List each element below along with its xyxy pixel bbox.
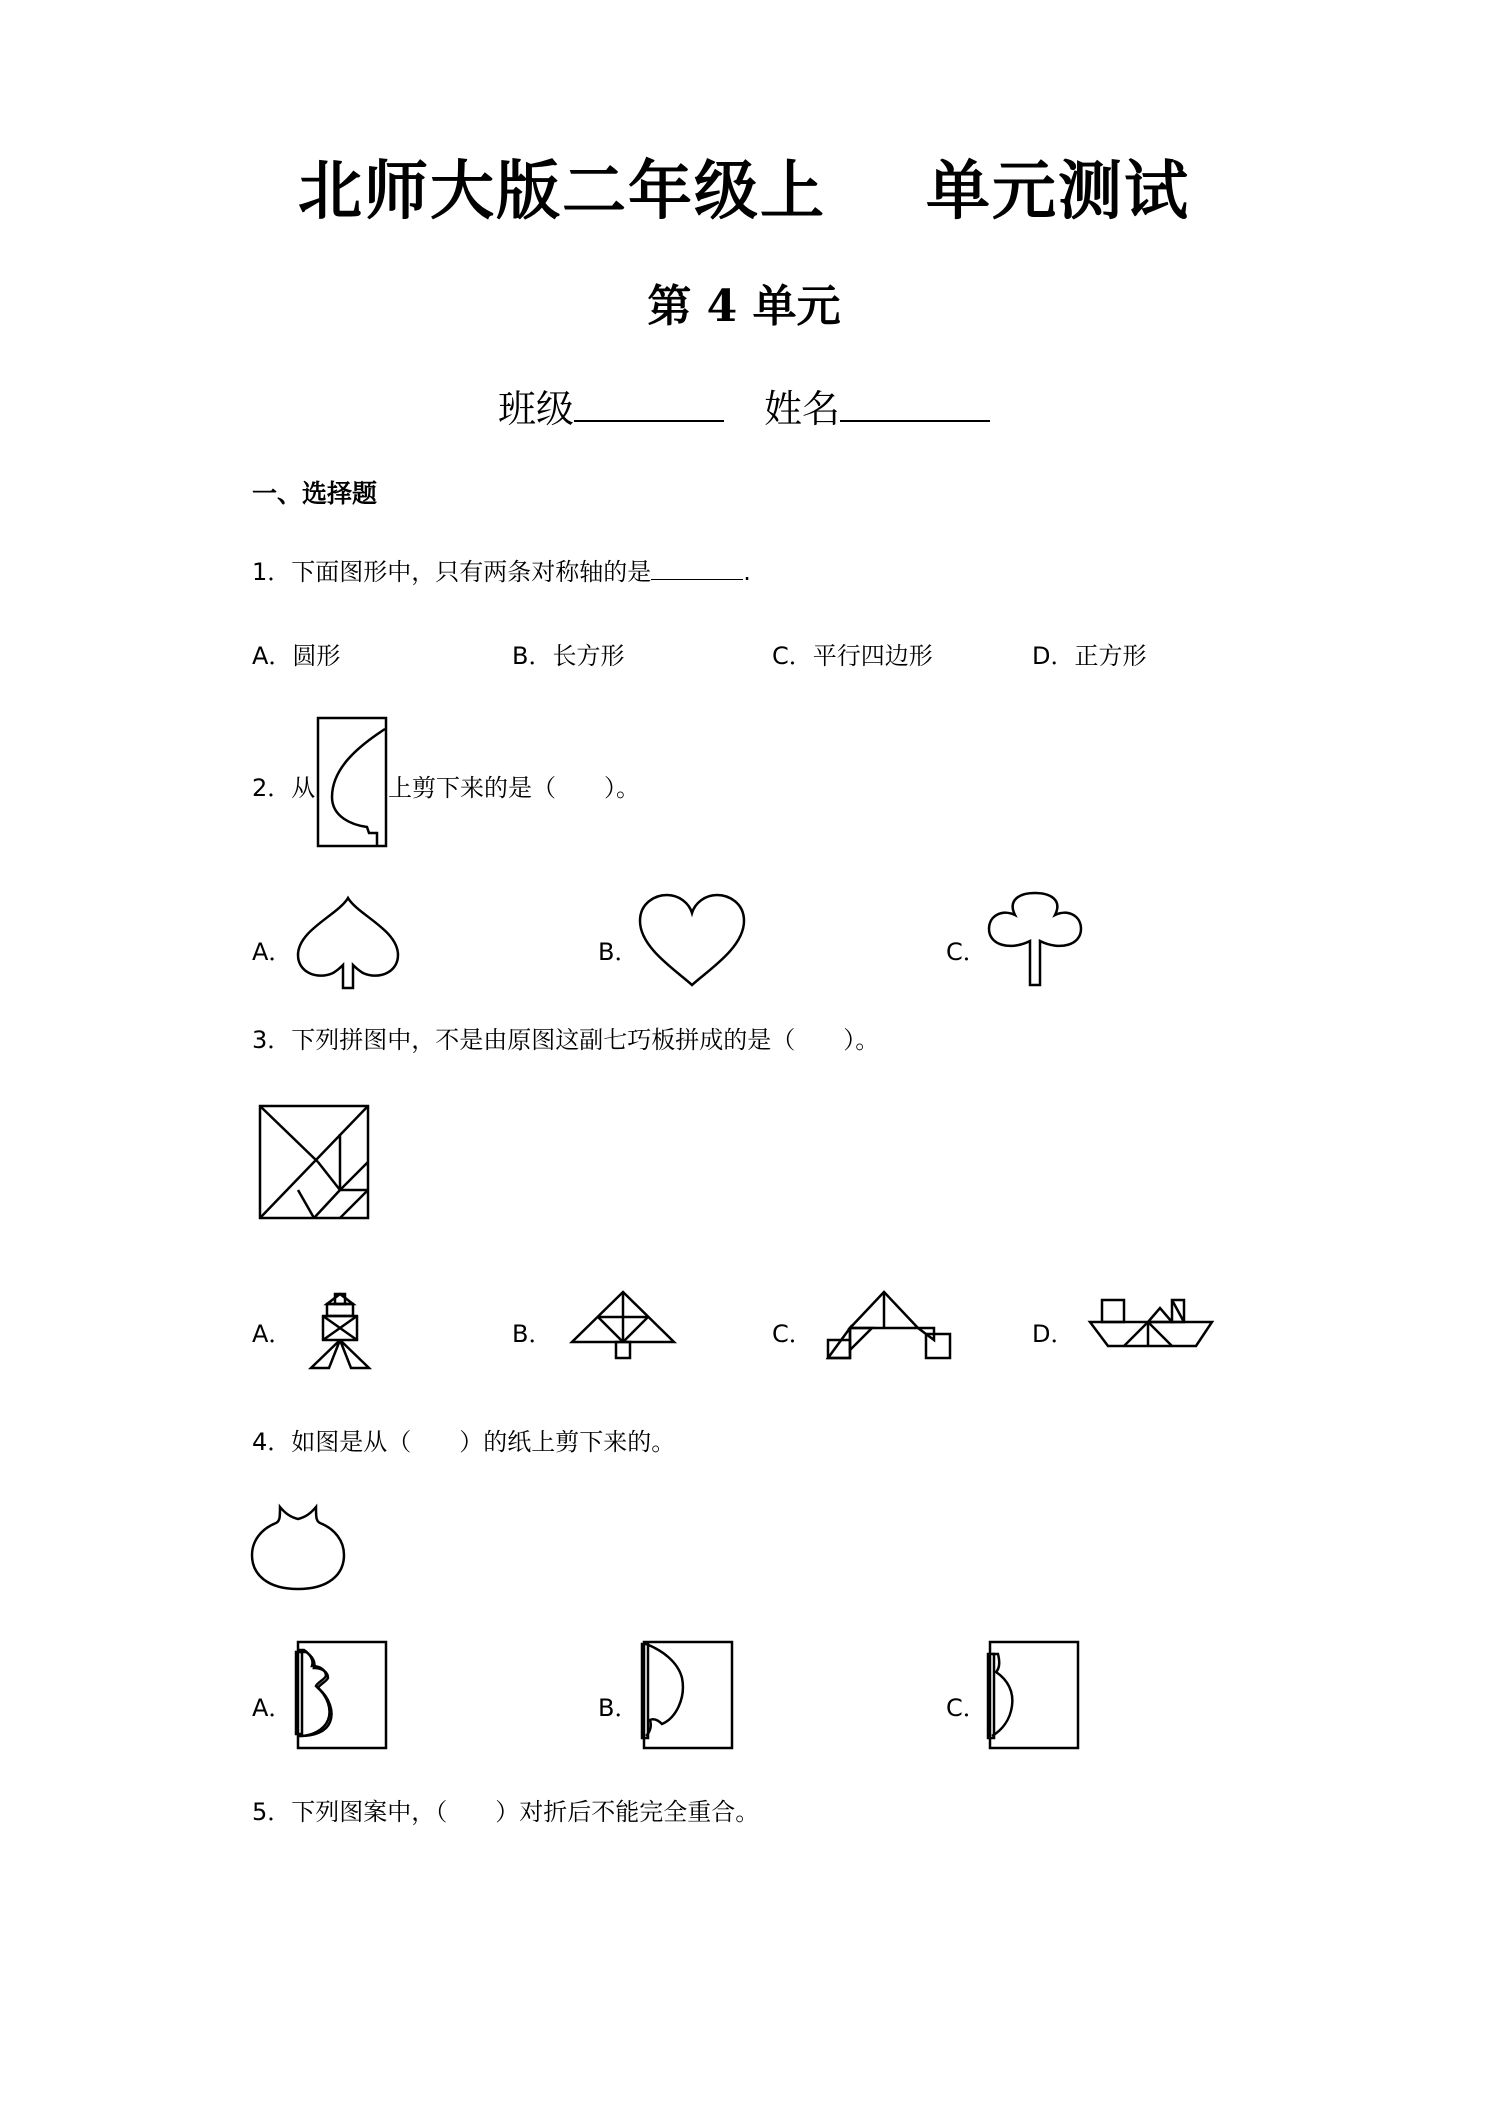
q2-option-b[interactable]: B．: [598, 938, 639, 966]
tangram-person-icon[interactable]: [305, 1290, 375, 1372]
q4-option-c[interactable]: C．: [946, 1694, 987, 1722]
class-label: 班级: [497, 387, 574, 431]
club-icon[interactable]: [985, 893, 1085, 988]
heart-icon[interactable]: [637, 893, 747, 988]
q1-option-c[interactable]: C．平行四边形: [772, 642, 933, 670]
q2-text-start: 2．从: [252, 774, 316, 802]
paper-cut-b-icon[interactable]: [642, 1640, 734, 1750]
tangram-boat-icon[interactable]: [1086, 1296, 1216, 1354]
q3-option-c[interactable]: C．: [772, 1320, 813, 1348]
unit-subtitle: 第 4 单元: [647, 281, 841, 332]
q3-option-d[interactable]: D．: [1032, 1320, 1075, 1348]
q4-option-a[interactable]: A．: [252, 1694, 293, 1722]
question-1: [252, 552, 751, 587]
question-4: 4．如图是从（ ）的纸上剪下来的。: [252, 1428, 676, 1456]
student-info: [0, 378, 1488, 433]
paper-cut-c-icon[interactable]: [988, 1640, 1080, 1750]
name-label: 姓名: [764, 387, 841, 431]
q2-option-a[interactable]: A．: [252, 938, 293, 966]
tangram-square-figure: [258, 1104, 370, 1220]
apple-cutout-figure: [250, 1503, 346, 1593]
q3-option-a[interactable]: A．: [252, 1320, 293, 1348]
name-blank[interactable]: [840, 388, 990, 422]
folded-paper-figure: [317, 717, 387, 847]
tangram-bridge-icon[interactable]: [822, 1288, 952, 1360]
q1-option-a[interactable]: A．圆形: [252, 642, 341, 670]
paper-cut-a-icon[interactable]: [296, 1640, 388, 1750]
title-left: 北师大版二年级上: [298, 155, 826, 229]
q3-option-b[interactable]: B．: [512, 1320, 553, 1348]
q1-text-end: .: [743, 558, 751, 586]
tangram-tree-icon[interactable]: [568, 1288, 678, 1360]
spade-icon[interactable]: [293, 895, 403, 990]
section-heading: 一、选择题: [252, 479, 378, 508]
q2-option-c[interactable]: C．: [946, 938, 987, 966]
q1-option-d[interactable]: D．正方形: [1032, 642, 1147, 670]
q4-option-b[interactable]: B．: [598, 1694, 639, 1722]
q1-text: 1．下面图形中，只有两条对称轴的是: [252, 558, 652, 586]
question-5: 5．下列图案中，（ ）对折后不能完全重合。: [252, 1798, 760, 1826]
page-title: [0, 140, 1488, 232]
class-blank[interactable]: [574, 388, 724, 422]
q1-answer-blank[interactable]: [651, 557, 743, 580]
q1-option-b[interactable]: B．长方形: [512, 642, 625, 670]
q2-text-end: 上剪下来的是（ ）。: [388, 774, 640, 802]
question-3: 3．下列拼图中，不是由原图这副七巧板拼成的是（ ）。: [252, 1026, 880, 1054]
title-right: 单元测试: [926, 155, 1190, 229]
